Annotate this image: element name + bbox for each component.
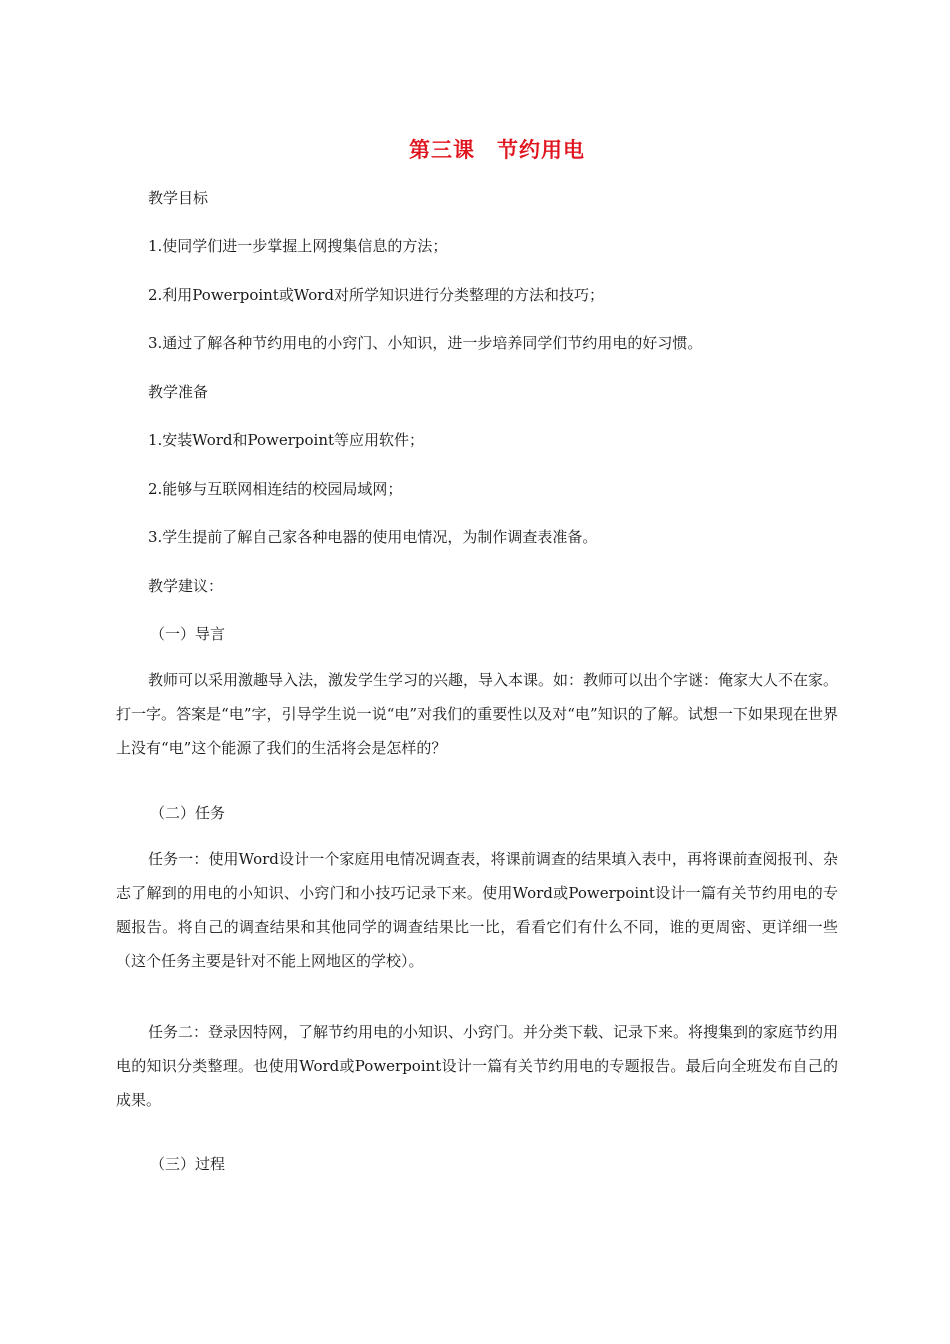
preparation-heading: 教学准备 bbox=[148, 383, 209, 401]
preparation-item-1: 1.安装Word和Powerpoint等应用软件； bbox=[148, 431, 425, 449]
task-1-paragraph: 任务一：使用Word设计一个家庭用电情况调查表，将课前调查的结果填入表中，再将课前查阅报刊、杂志了解到的用电的小知识、小窍门和小技巧记录下来。使用Word或Powerpoint设计一篇有关节约用电的专题报告。将自己的调查结果和其他同学的调查结果比一比，看看它们有什么不同，谁的更周密、更详细一些（这个任务主要是针对不能上网地区的学校）。 bbox=[116, 850, 838, 970]
preparation-item-3: 3.学生提前了解自己家各种电器的使用电情况，为制作调查表准备。 bbox=[148, 528, 598, 546]
goal-item-3: 3.通过了解各种节约用电的小窍门、小知识，进一步培养同学们节约用电的好习惯。 bbox=[148, 334, 703, 352]
goals-heading: 教学目标 bbox=[148, 189, 209, 207]
goal-item-2: 2.利用Powerpoint或Word对所学知识进行分类整理的方法和技巧； bbox=[148, 286, 605, 304]
goal-item-1: 1.使同学们进一步掌握上网搜集信息的方法； bbox=[148, 237, 448, 255]
intro-heading: （一）导言 bbox=[150, 625, 226, 643]
tasks-heading: （二）任务 bbox=[150, 804, 226, 822]
process-heading: （三）过程 bbox=[150, 1155, 226, 1173]
intro-paragraph: 教师可以采用激趣导入法，激发学生学习的兴趣，导入本课。如：教师可以出个字谜：俺家大人不在家。打一字。答案是“电”字，引导学生说一说“电”对我们的重要性以及对“电”知识的了解。试想一下如果现在世界上没有“电”这个能源了我们的生活将会是怎样的？ bbox=[116, 671, 839, 757]
task-2-paragraph: 任务二：登录因特网，了解节约用电的小知识、小窍门。并分类下载、记录下来。将搜集到的家庭节约用电的知识分类整理。也使用Word或Powerpoint设计一篇有关节约用电的专题报告。最后向全班发布自己的成果。 bbox=[116, 1023, 839, 1109]
preparation-item-2: 2.能够与互联网相连结的校园局域网； bbox=[148, 480, 403, 498]
lesson-title: 第三课 节约用电 bbox=[409, 138, 585, 162]
suggestions-heading: 教学建议： bbox=[148, 577, 224, 595]
